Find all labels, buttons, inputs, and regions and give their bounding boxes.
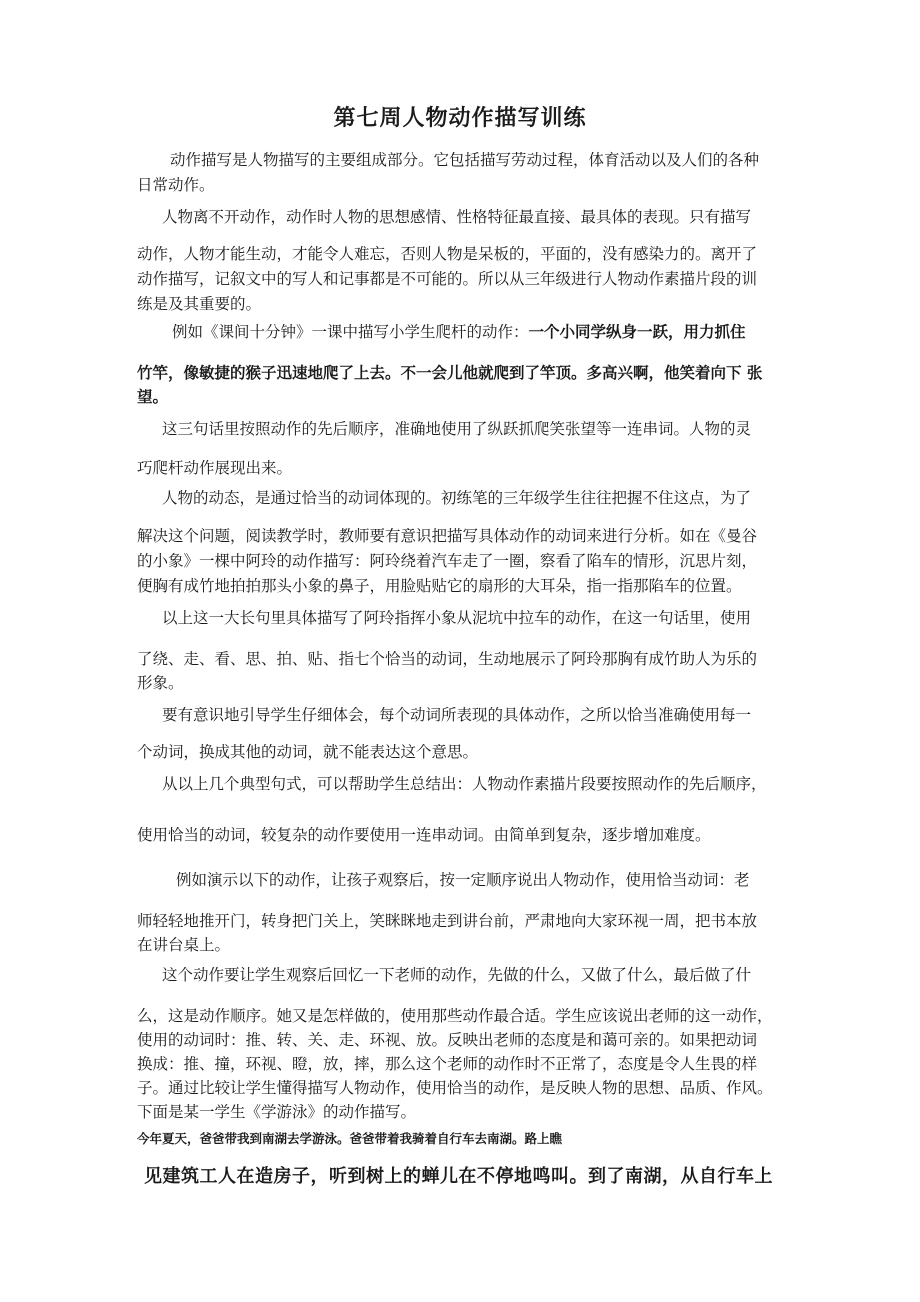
paragraph-line: 换成：推、撞，环视、瞪，放，摔，那么这个老师的动作时不正常了，态度是令人生畏的样 <box>137 1055 758 1073</box>
paragraph-line: 的小象》一棵中阿玲的动作描写：阿玲绕着汽车走了一圈，察看了陷车的情形，沉思片刻， <box>137 552 758 570</box>
page-title: 第七周人物动作描写训练 <box>333 105 587 131</box>
paragraph-line: 巧爬杆动作展现出来。 <box>137 459 293 477</box>
paragraph-line: 使用的动词时：推、转、关、走、环视、放。反映出老师的态度是和蔼可亲的。如果把动词 <box>137 1031 758 1049</box>
paragraph-line: 动作描写，记叙文中的写人和记事都是不可能的。所以从三年级进行人物动作素描片段的训 <box>137 270 758 288</box>
paragraph-line: 动作描写是人物描写的主要组成部分。它包括描写劳动过程，体育活动以及人们的各种 <box>170 151 760 169</box>
paragraph-line: 便胸有成竹地拍拍那头小象的鼻子，用脸贴贴它的扇形的大耳朵，指一指那陷车的位置。 <box>137 577 742 595</box>
example-intro: 例如《课间十分钟》一课中描写小学生爬杆的动作： <box>172 323 529 341</box>
example-line <box>172 321 746 343</box>
paragraph-line: 动作，人物才能生动，才能令人难忘，否则人物是呆板的，平面的，没有感染力的。离开了 <box>137 245 758 263</box>
paragraph-line: 从以上几个典型句式，可以帮助学生总结出：人物动作素描片段要按照动作的先后顺序， <box>162 775 767 793</box>
paragraph-line: 形象。 <box>137 674 184 692</box>
paragraph-line: 例如演示以下的动作，让孩子观察后，按一定顺序说出人物动作，使用恰当动词：老 <box>176 871 750 889</box>
paragraph-line: 下面是某一学生《学游泳》的动作描写。 <box>137 1103 417 1121</box>
student-essay-line: 今年夏天，爸爸带我到南湖去学游泳。爸爸带着我骑着自行车去南湖。路上瞧 <box>137 1131 563 1146</box>
paragraph-line: 这个动作要让学生观察后回忆一下老师的动作，先做的什么，又做了什么，最后做了什 <box>162 966 752 984</box>
example-quote-line: 望。 <box>137 387 169 406</box>
paragraph-line: 人物的动态，是通过恰当的动词体现的。初练笔的三年级学生往往把握不住这点，为了 <box>162 489 752 507</box>
paragraph-line: 在讲台桌上。 <box>137 936 231 954</box>
paragraph-line: 使用恰当的动词，较复杂的动作要使用一连串动词。由简单到复杂，逐步增加难度。 <box>137 826 711 844</box>
paragraph-line: 师轻轻地推开门，转身把门关上，笑眯眯地走到讲台前，严肃地向大家环视一周，把书本放 <box>137 912 758 930</box>
paragraph-line: 以上这一大长句里具体描写了阿玲指挥小象从泥坑中拉车的动作，在这一句话里，使用 <box>162 609 752 627</box>
paragraph-line: 要有意识地引导学生仔细体会，每个动词所表现的具体动作，之所以恰当准确使用每一 <box>162 706 752 724</box>
paragraph-line: 日常动作。 <box>137 176 215 194</box>
paragraph-line: 解决这个问题，阅读教学时，教师要有意识把描写具体动作的动词来进行分析。如在《曼谷 <box>137 527 758 545</box>
example-quote: 一个小同学纵身一跃，用力抓住 <box>528 322 746 341</box>
paragraph-line: 个动词，换成其他的动词，就不能表达这个意思。 <box>137 743 479 761</box>
paragraph-line: 人物离不开动作，动作时人物的思想感情、性格特征最直接、最具体的表现。只有描写 <box>162 208 752 226</box>
paragraph-line: 子。通过比较让学生懂得描写人物动作，使用恰当的动作，是反映人物的思想、品质、作风。 <box>137 1079 773 1097</box>
paragraph-line: 练是及其重要的。 <box>137 295 262 313</box>
paragraph-line: 么，这是动作顺序。她又是怎样做的，使用那些动作最合适。学生应该说出老师的这一动作， <box>137 1007 773 1025</box>
paragraph-line: 了绕、走、看、思、拍、贴、指七个恰当的动词，生动地展示了阿玲那胸有成竹助人为乐的 <box>137 650 758 668</box>
paragraph-line: 这三句话里按照动作的先后顺序，准确地使用了纵跃抓爬笑张望等一连串词。人物的灵 <box>162 420 752 438</box>
student-essay-line: 见建筑工人在造房子，听到树上的蝉儿在不停地鸣叫。到了南湖，从自行车上 <box>144 1166 773 1187</box>
example-quote-line: 竹竿，像敏捷的猴子迅速地爬了上去。不一会儿他就爬到了竿顶。多高兴啊，他笑着向下 张 <box>137 363 763 382</box>
